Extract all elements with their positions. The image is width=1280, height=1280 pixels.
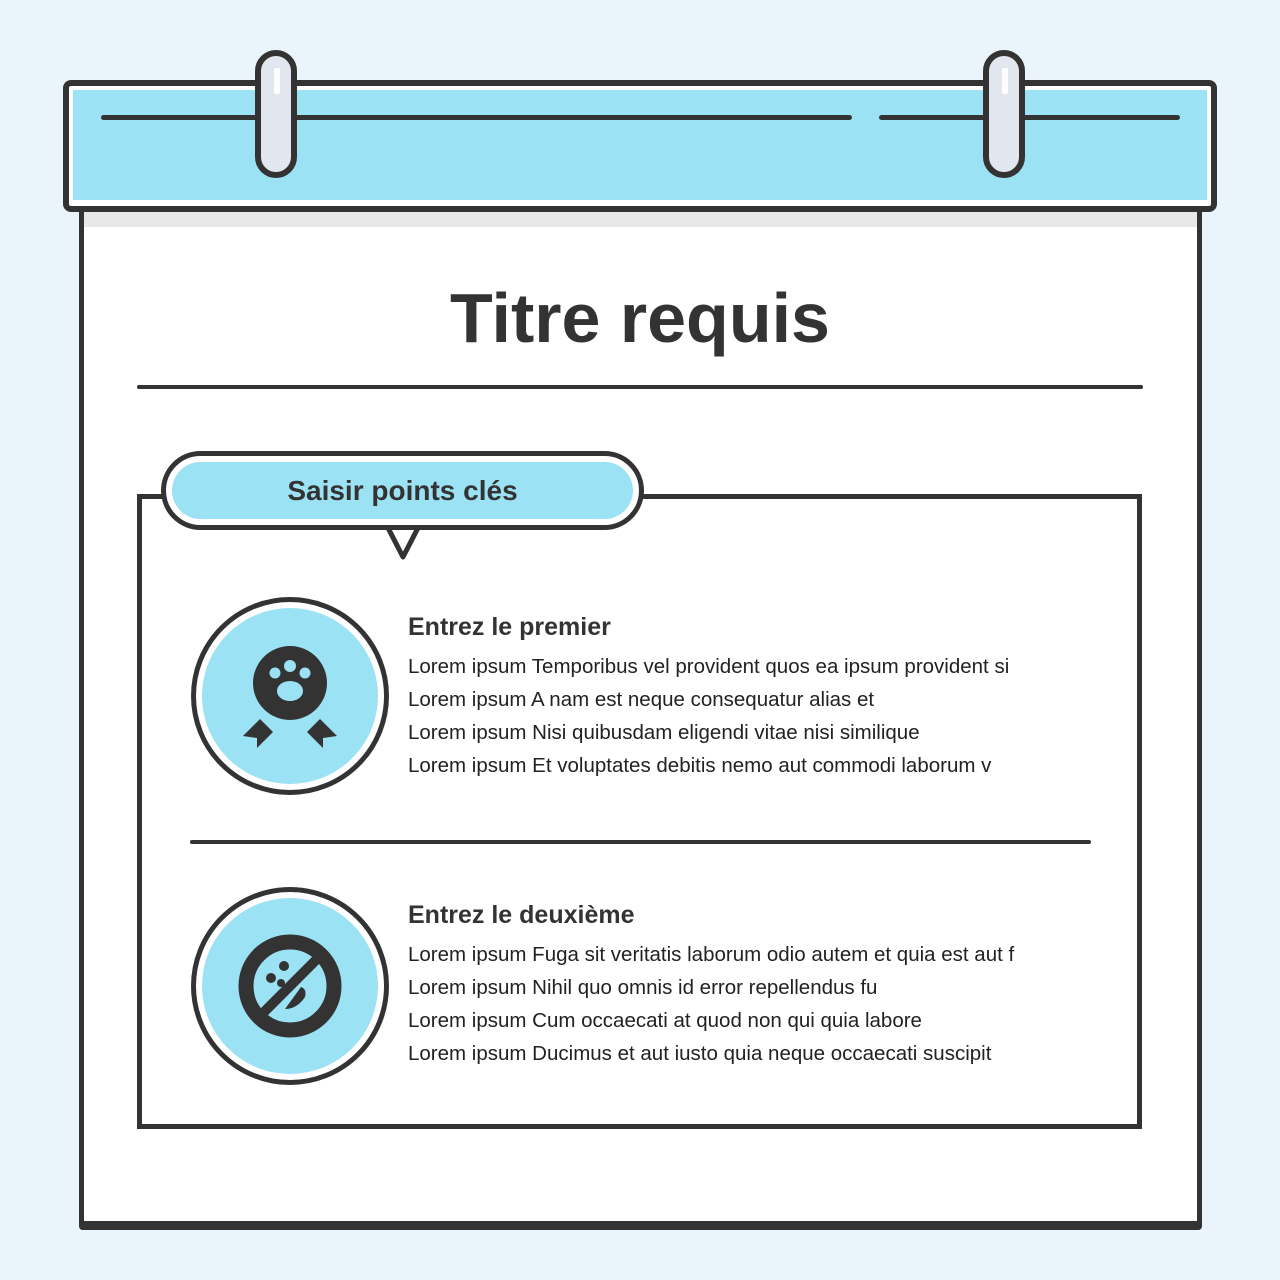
item-text <box>408 650 1009 782</box>
item-line: Lorem ipsum Ducimus et aut iusto quia neque occaecati suscipit <box>408 1042 992 1065</box>
title-divider <box>137 385 1143 389</box>
item-divider <box>190 840 1091 844</box>
page-title: Titre requis <box>450 279 830 357</box>
item-icon-badge <box>191 597 389 795</box>
header-shadow <box>84 211 1197 227</box>
no-pets-icon <box>235 931 345 1041</box>
item-line: Lorem ipsum Fuga sit veritatis laborum odio autem et quia est aut f <box>408 943 1015 966</box>
item-heading: Entrez le premier <box>408 613 611 641</box>
item-line: Lorem ipsum A nam est neque consequatur alias et <box>408 688 875 711</box>
binder-ring-icon <box>983 50 1025 178</box>
item-line: Lorem ipsum Nisi quibusdam eligendi vitae nisi similique <box>408 721 920 744</box>
section-label-pill <box>161 451 644 530</box>
binder-ring-icon <box>255 50 297 178</box>
header-line <box>879 115 1180 120</box>
header-line <box>101 115 852 120</box>
section-label: Saisir points clés <box>172 462 633 519</box>
item-line: Lorem ipsum Temporibus vel provident quos ea ipsum provident si <box>408 655 1010 678</box>
item-line: Lorem ipsum Nihil quo omnis id error repellendus fu <box>408 976 878 999</box>
item-line: Lorem ipsum Cum occaecati at quod non qui quia labore <box>408 1009 922 1032</box>
item-heading: Entrez le deuxième <box>408 901 635 929</box>
item-line: Lorem ipsum Et voluptates debitis nemo aut commodi laborum v <box>408 754 992 777</box>
paw-award-icon <box>235 641 345 751</box>
item-text <box>408 938 1014 1070</box>
item-icon-badge <box>191 887 389 1085</box>
calendar-header <box>63 80 1217 212</box>
